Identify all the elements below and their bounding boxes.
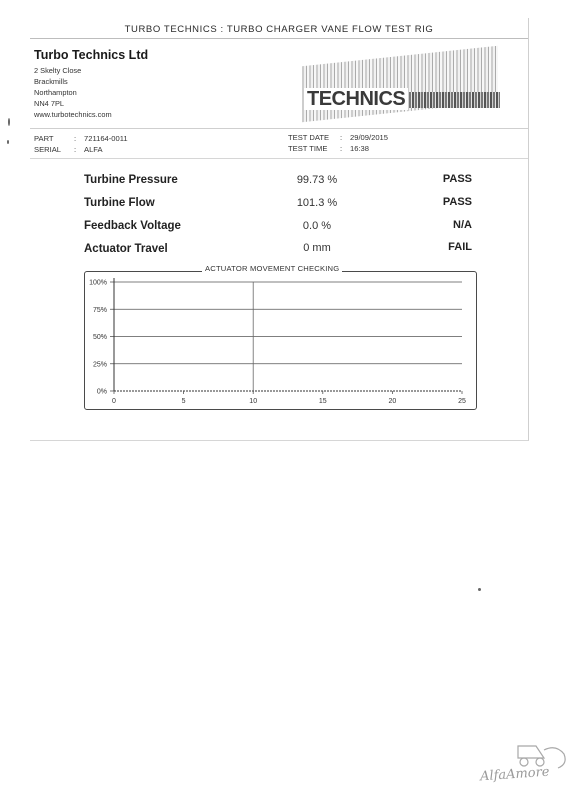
address-line: NN4 7PL (34, 99, 64, 108)
x-tick-label: 15 (318, 398, 327, 405)
part-separator: : (74, 134, 77, 143)
result-label: Feedback Voltage (84, 220, 181, 232)
result-value: 0.0 % (302, 220, 332, 232)
result-value: 0 mm (303, 242, 331, 254)
part-number: 721164-0011 (84, 134, 128, 143)
x-tick-label: 0 (112, 398, 116, 405)
y-tick-label: 100% (89, 279, 107, 287)
test-time-separator: : (340, 144, 343, 153)
logo-wordmark: TECHNICS (304, 88, 408, 110)
address-line: Northampton (34, 88, 77, 97)
y-tick-label: 0% (96, 388, 107, 396)
test-report-sheet (30, 18, 529, 441)
result-status: FAIL (448, 241, 472, 253)
x-tick-label: 5 (181, 398, 186, 405)
y-tick-label: 50% (92, 334, 107, 341)
x-tick-label: 20 (388, 398, 397, 405)
result-label: Turbine Pressure (84, 174, 178, 186)
part-label: PART (34, 134, 54, 143)
result-status: PASS (442, 196, 472, 208)
result-label: Turbine Flow (84, 197, 155, 209)
serial-label: SERIAL (34, 145, 62, 154)
y-tick-label: 75% (92, 306, 107, 314)
report-title: TURBO TECHNICS : TURBO CHARGER VANE FLOW TEST RIG (124, 24, 434, 35)
serial-separator: : (74, 145, 77, 154)
actuator-chart (30, 18, 528, 440)
x-tick-label: 10 (249, 398, 258, 405)
test-time: 16:38 (350, 144, 370, 153)
result-value: 101.3 % (296, 197, 338, 209)
x-tick-label: 25 (458, 398, 466, 405)
address-line: Brackmills (34, 77, 68, 86)
result-label: Actuator Travel (84, 243, 168, 255)
serial-number: ALFA (84, 145, 103, 154)
watermark-text: AlfaAmore (479, 764, 551, 785)
scan-mark (7, 140, 9, 144)
test-date-label: TEST DATE (288, 133, 330, 142)
chart-title: ACTUATOR MOVEMENT CHECKING (202, 264, 342, 273)
scan-mark (478, 588, 481, 591)
test-date-separator: : (340, 133, 343, 142)
y-tick-label: 25% (92, 361, 107, 369)
company-name: Turbo Technics Ltd (34, 48, 149, 62)
result-status: N/A (453, 219, 472, 231)
test-date: 29/09/2015 (350, 133, 389, 142)
result-value: 99.73 % (296, 174, 338, 186)
scan-mark (8, 118, 10, 126)
website-link: www.turbotechnics.com (34, 110, 112, 119)
result-status: PASS (442, 173, 472, 185)
test-time-label: TEST TIME (288, 144, 328, 153)
address-line: 2 Skelty Close (34, 66, 82, 75)
